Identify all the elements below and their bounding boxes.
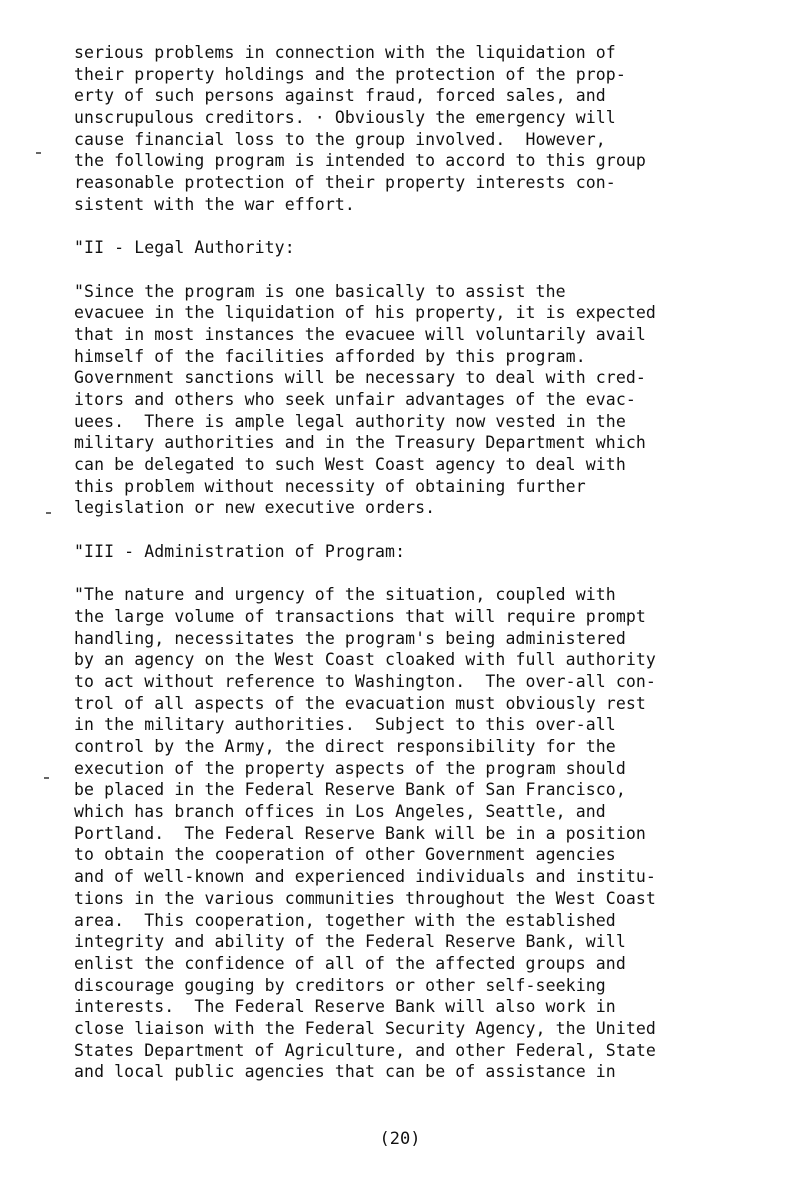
text-line: by an agency on the West Coast cloaked with full authority <box>74 650 656 670</box>
text-line: close liaison with the Federal Security Agency, the United <box>74 1018 656 1038</box>
text-line: States Department of Agriculture, and other Federal, State <box>74 1040 656 1060</box>
text-line: sistent with the war effort. <box>74 194 355 214</box>
text-line: evacuee in the liquidation of his property, it is expected <box>74 303 656 323</box>
text-line: military authorities and in the Treasury Department which <box>74 433 646 453</box>
text-line: himself of the facilities afforded by this program. <box>74 346 586 366</box>
text-line: legislation or new executive orders. <box>74 498 436 518</box>
paragraph-gap <box>74 563 724 585</box>
text-line: that in most instances the evacuee will voluntarily avail <box>74 324 646 344</box>
text-line: and local public agencies that can be of assistance in <box>74 1062 616 1082</box>
text-line: to obtain the cooperation of other Government agencies <box>74 845 616 865</box>
legal-authority-paragraph <box>74 281 724 520</box>
text-line: unscrupulous creditors. · Obviously the emergency will <box>74 108 616 128</box>
text-line: can be delegated to such West Coast agency to deal with <box>74 455 626 475</box>
text-line: this problem without necessity of obtaining further <box>74 476 586 496</box>
text-line: which has branch offices in Los Angeles, Seattle, and <box>74 802 606 822</box>
margin-mark <box>46 512 51 514</box>
section-heading-administration: "III - Administration of Program: <box>74 541 406 561</box>
text-line: "Since the program is one basically to assist the <box>74 281 566 301</box>
body-text <box>74 42 724 1083</box>
text-line: control by the Army, the direct responsibility for the <box>74 737 616 756</box>
text-line: area. This cooperation, together with the established <box>74 910 616 930</box>
text-line: handling, necessitates the program's being administered <box>74 628 626 648</box>
text-line: reasonable protection of their property interests con- <box>74 173 616 193</box>
text-line: discourage gouging by creditors or other self-seeking <box>74 975 606 995</box>
text-line: be placed in the Federal Reserve Bank of San Francisco, <box>74 780 626 800</box>
text-line: enlist the confidence of all of the affected groups and <box>74 953 626 973</box>
administration-paragraph <box>74 584 724 1083</box>
text-line: interests. The Federal Reserve Bank will also work in <box>74 997 616 1017</box>
text-line: Government sanctions will be necessary to deal with cred- <box>74 368 646 388</box>
text-line: their property holdings and the protection of the prop- <box>74 64 626 84</box>
text-line: tions in the various communities throughout the West Coast <box>74 888 656 908</box>
text-line: in the military authorities. Subject to this over-all <box>74 715 616 735</box>
intro-paragraph <box>74 42 724 216</box>
section-heading-legal-authority: "II - Legal Authority: <box>74 238 295 258</box>
text-line: integrity and ability of the Federal Reserve Bank, will <box>74 932 626 952</box>
text-line: Portland. The Federal Reserve Bank will be in a position <box>74 823 646 843</box>
text-line: to act without reference to Washington. The over-all con- <box>74 671 656 691</box>
text-line: cause financial loss to the group involved. However, <box>74 129 606 149</box>
text-line: the following program is intended to accord to this group <box>74 151 646 171</box>
margin-mark <box>44 777 49 779</box>
text-line: execution of the property aspects of the program should <box>74 758 626 778</box>
paragraph-gap <box>74 216 724 238</box>
text-line: erty of such persons against fraud, forced sales, and <box>74 86 606 106</box>
page-number: (20) <box>379 1129 421 1149</box>
text-line: and of well-known and experienced individuals and institu- <box>74 867 656 887</box>
text-line: the large volume of transactions that will require prompt <box>74 606 646 626</box>
paragraph-gap <box>74 519 724 541</box>
text-line: serious problems in connection with the liquidation of <box>74 43 616 62</box>
text-line: uees. There is ample legal authority now vested in the <box>74 411 626 431</box>
text-line: trol of all aspects of the evacuation must obviously rest <box>74 693 646 713</box>
paragraph-gap <box>74 259 724 281</box>
margin-mark <box>36 152 41 154</box>
text-line: "The nature and urgency of the situation, coupled with <box>74 585 616 605</box>
text-line: itors and others who seek unfair advantages of the evac- <box>74 390 636 409</box>
